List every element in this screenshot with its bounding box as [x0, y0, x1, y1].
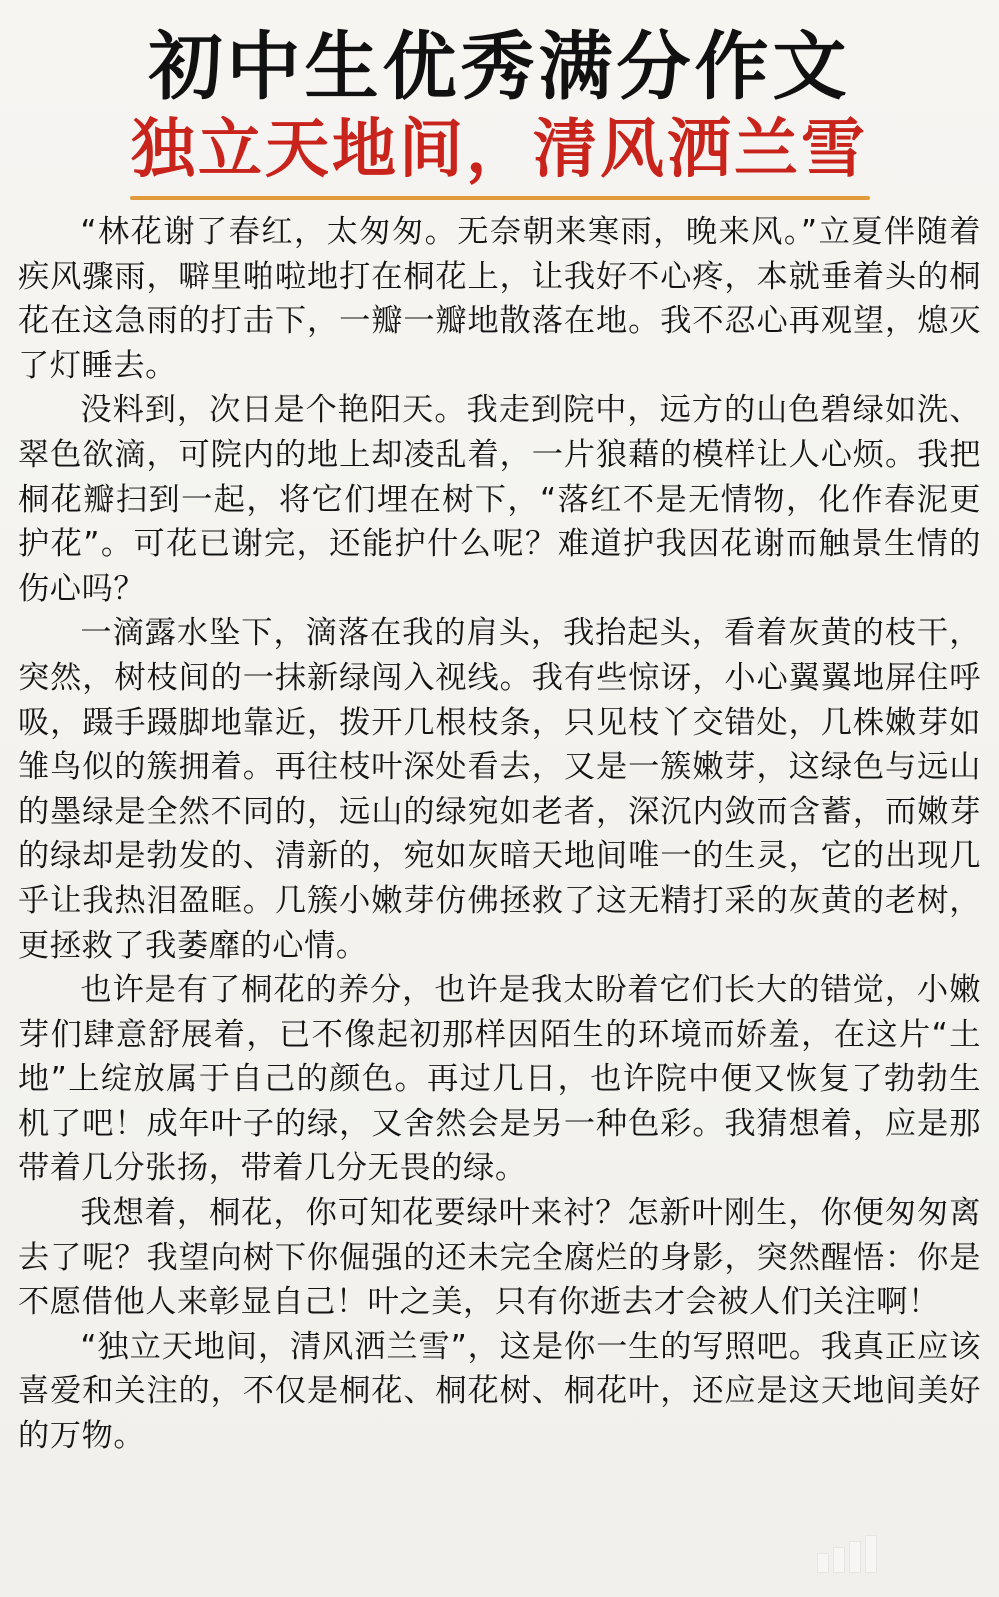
essay-subtitle: 独立天地间，清风洒兰雪 — [131, 113, 868, 187]
essay-paragraph: 一滴露水坠下，滴落在我的肩头，我抬起头，看着灰黄的枝干，突然，树枝间的一抹新绿闯入视线。我有些惊讶，小心翼翼地屏住呼吸，蹑手蹑脚地靠近，拨开几根枝条，只见枝丫交错处，几株嫩芽如雏鸟似的簇拥着。再往枝叶深处看去，又是一簇嫩芽，这绿色与远山的墨绿是全然不同的，远山的绿宛如老者，深沉内敛而含蓄，而嫩芽的绿却是勃发的、清新的，宛如灰暗天地间唯一的生灵，它的出现几乎让我热泪盈眶。几簇小嫩芽仿佛拯救了这无精打采的灰黄的老树，更拯救了我萎靡的心情。 — [18, 615, 981, 964]
essay-paragraph: “林花谢了春红，太匆匆。无奈朝来寒雨，晚来风。”立夏伴随着疾风骤雨，噼里啪啦地打在桐花上，让我好不心疼，本就垂着头的桐花在这急雨的打击下，一瓣一瓣地散落在地。我不忍心再观望，熄灭了灯睡去。 — [18, 214, 981, 384]
bars-icon — [817, 1535, 877, 1573]
title-underline — [130, 196, 870, 200]
essay-paragraph: 没料到，次日是个艳阳天。我走到院中，远方的山色碧绿如洗、翠色欲滴，可院内的地上却凌乱着，一片狼藉的模样让人心烦。我把桐花瓣扫到一起，将它们埋在树下，“落红不是无情物，化作春泥更护花”。可花已谢完，还能护什么呢？难道护我因花谢而触景生情的伤心吗？ — [18, 392, 981, 607]
essay-paragraph: 我想着，桐花，你可知花要绿叶来衬？怎新叶刚生，你便匆匆离去了呢？我望向树下你倔强的还未完全腐烂的身影，突然醒悟：你是不愿借他人来彰显自己！叶之美，只有你逝去才会被人们关注啊！ — [18, 1195, 981, 1321]
page-title: 初中生优秀满分作文 — [148, 24, 851, 110]
watermark-logo — [817, 1533, 977, 1575]
essay-body — [18, 210, 981, 1459]
essay-paragraph: “独立天地间，清风洒兰雪”，这是你一生的写照吧。我真正应该喜爱和关注的，不仅是桐花、桐花树、桐花叶，还应是这天地间美好的万物。 — [18, 1328, 981, 1455]
essay-paragraph: 也许是有了桐花的养分，也许是我太盼着它们长大的错觉，小嫩芽们肆意舒展着，已不像起初那样因陌生的环境而娇羞，在这片“土地”上绽放属于自己的颜色。再过几日，也许院中便又恢复了勃勃生机了吧！成年叶子的绿，又舍然会是另一种色彩。我猜想着，应是那带着几分张扬，带着几分无畏的绿。 — [18, 972, 981, 1187]
